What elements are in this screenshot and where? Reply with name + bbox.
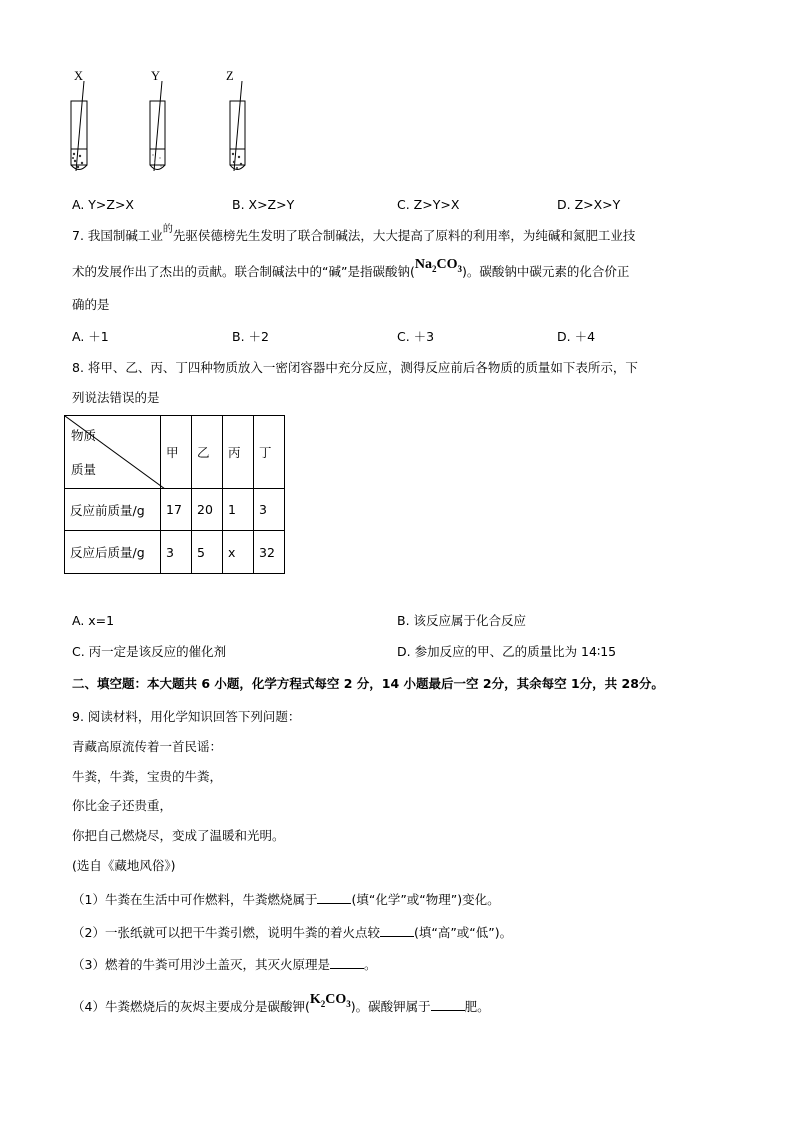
- poem-line: 牛粪，牛粪，宝贵的牛粪，: [72, 769, 223, 784]
- poem-line: 你把自己燃烧尽，变成了温暖和光明。: [72, 828, 285, 843]
- table-cell: 5: [192, 531, 223, 574]
- q8-option-c[interactable]: C. 丙一定是该反应的催化剂: [72, 644, 227, 659]
- table-cell: 1: [223, 489, 254, 531]
- answer-blank[interactable]: [330, 957, 364, 969]
- answer-blank[interactable]: [431, 999, 465, 1011]
- table-cell: 3: [254, 489, 285, 531]
- q8-line-1: 8. 将甲、乙、丙、丁四种物质放入一密闭容器中充分反应，测得反应前后各物质的质量如下表所示，下: [72, 360, 638, 375]
- formula-k2co3: $K_2CO_3$: [309, 992, 351, 1009]
- q7-option-b[interactable]: B. ＋2: [232, 329, 269, 344]
- row-label: 反应前质量/g: [65, 489, 161, 531]
- table-header: 丙: [223, 416, 254, 489]
- q8-option-b[interactable]: B. 该反应属于化合反应: [397, 613, 527, 628]
- poem-source: (选自《藏地风俗》): [72, 858, 176, 873]
- q7-text: 术的发展作出了杰出的贡献。联合制碱法中的“碱”是指碳酸钠(: [72, 264, 415, 279]
- q7-option-a[interactable]: A. ＋1: [72, 329, 109, 344]
- q7-text: 先驱侯德榜先生发明了联合制碱法，大大提高了原料的利用率，为纯碱和氮肥工业技: [172, 228, 636, 243]
- table-cell: 20: [192, 489, 223, 531]
- table-row: [65, 531, 285, 574]
- test-tube-x: [71, 81, 87, 171]
- tube-label-x: X: [74, 69, 84, 83]
- tube-label-y: Y: [151, 69, 161, 83]
- q7-line-2: [72, 257, 630, 285]
- q7-option-c[interactable]: C. ＋3: [397, 329, 435, 344]
- q7-text: 7. 我国制碱工业: [72, 228, 163, 243]
- test-tubes-figure: [60, 68, 260, 178]
- q6-option-d[interactable]: D. Z>X>Y: [557, 197, 621, 212]
- q8-line-2: 列说法错误的是: [72, 390, 160, 405]
- q7-option-d[interactable]: D. ＋4: [557, 329, 596, 344]
- answer-blank[interactable]: [317, 892, 351, 904]
- q7-text: )。碳酸钠中碳元素的化合价正: [461, 264, 630, 279]
- test-tube-y: [150, 81, 165, 171]
- q9-sub-4: （4）牛粪燃烧后的灰烬主要成分是碳酸钾$(K_2CO_3)$。碳酸钾属于 肥。: [72, 992, 490, 1014]
- corner-label-mass: 质量: [71, 462, 97, 477]
- table-cell: x: [223, 531, 254, 574]
- table-header: 甲: [161, 416, 192, 489]
- q9-sub-2: （2）一张纸就可以把干牛粪引燃，说明牛粪的着火点较 (填“高”或“低”)。: [72, 925, 513, 940]
- table-cell: 3: [161, 531, 192, 574]
- q9-sub-1: （1）牛粪在生活中可作燃料，牛粪燃烧属于 (填“化学”或“物理”)变化。: [72, 892, 500, 907]
- q6-option-b[interactable]: B. X>Z>Y: [232, 197, 295, 212]
- q6-option-a[interactable]: A. Y>Z>X: [72, 197, 134, 212]
- answer-blank[interactable]: [380, 925, 414, 937]
- q6-option-c[interactable]: C. Z>Y>X: [397, 197, 460, 212]
- poem-line: 青藏高原流传着一首民谣：: [72, 739, 223, 754]
- q9-intro: 9. 阅读材料，用化学知识回答下列问题：: [72, 709, 301, 724]
- table-cell: 17: [161, 489, 192, 531]
- poem-line: 你比金子还贵重，: [72, 798, 173, 813]
- q8-option-d[interactable]: D. 参加反应的甲、乙的质量比为 14∶15: [397, 644, 617, 659]
- table-header: 丁: [254, 416, 285, 489]
- q9-sub-3: （3）燃着的牛粪可用沙土盖灭，其灭火原理是 。: [72, 957, 377, 972]
- mass-table: [64, 415, 285, 574]
- table-cell: 32: [254, 531, 285, 574]
- section-heading: 二、填空题：本大题共 6 小题，化学方程式每空 2 分，14 小题最后一空 2分，其余每空 1分，共 28分。: [72, 676, 664, 691]
- q7-line-1: [72, 224, 636, 246]
- table-header: 乙: [192, 416, 223, 489]
- test-tube-z: [230, 81, 245, 171]
- row-label: 反应后质量/g: [65, 531, 161, 574]
- table-row: [65, 489, 285, 531]
- tube-label-z: Z: [226, 69, 234, 83]
- table-corner-cell: [65, 416, 161, 489]
- formula-na2co3: $Na_2CO_3$: [414, 257, 462, 274]
- q7-line-3: 确的是: [72, 297, 110, 312]
- q7-small-char: 的: [162, 224, 173, 235]
- corner-label-substance: 物质: [71, 428, 97, 443]
- q8-option-a[interactable]: A. x=1: [72, 613, 115, 628]
